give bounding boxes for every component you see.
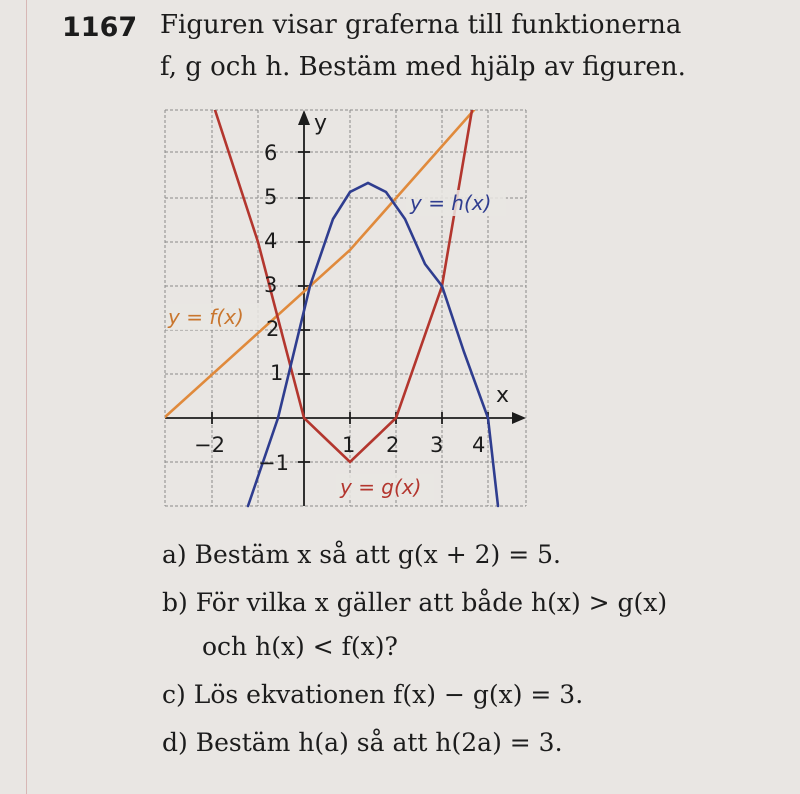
x-axis-arrow [512, 412, 526, 424]
problem-text-line-2: f, g och h. Bestäm med hjälp av figuren. [160, 52, 686, 82]
curve-g [215, 110, 472, 462]
x-tick-4: 4 [472, 433, 486, 457]
question-c-letter: c) [162, 680, 186, 709]
question-c [162, 680, 583, 709]
y-tick-5: 5 [264, 185, 278, 209]
question-d-letter: d) [162, 728, 188, 757]
function-graph [150, 100, 530, 510]
y-axis-arrow [298, 110, 310, 125]
question-b-continued [202, 632, 398, 661]
x-axis-label: x [496, 383, 510, 408]
question-b [162, 588, 667, 617]
y-tick-3: 3 [264, 273, 278, 297]
page-margin-line [26, 0, 27, 794]
question-a-text: Bestäm x så att g(x + 2) = 5. [194, 540, 561, 569]
question-a-letter: a) [162, 540, 187, 569]
label-f: y = f(x) [168, 305, 244, 329]
y-axis-label: y [314, 111, 328, 136]
question-b-text: För vilka x gäller att både h(x) > g(x) [195, 588, 668, 617]
question-b-letter: b) [162, 588, 188, 617]
question-b-text-2: och h(x) < f(x)? [202, 632, 398, 661]
problem-text-line-1: Figuren visar graferna till funktionerna [160, 10, 682, 40]
label-h: y = h(x) [410, 191, 492, 215]
question-a [162, 540, 561, 569]
label-g: y = g(x) [340, 475, 422, 499]
x-tick-minus2: −2 [194, 433, 225, 457]
x-tick-3: 3 [430, 433, 444, 457]
problem-number: 1167 [62, 12, 138, 43]
question-d-text: Bestäm h(a) så att h(2a) = 3. [195, 728, 563, 757]
y-tick-1: 1 [270, 361, 284, 385]
y-tick-4: 4 [264, 229, 278, 253]
y-tick-2: 2 [266, 317, 280, 341]
curve-f [165, 110, 474, 417]
question-d [162, 728, 563, 757]
y-tick-minus1: −1 [258, 451, 289, 475]
x-tick-2: 2 [386, 433, 400, 457]
y-tick-6: 6 [264, 141, 278, 165]
question-c-text: Lös ekvationen f(x) − g(x) = 3. [193, 680, 584, 709]
x-tick-1: 1 [342, 433, 356, 457]
